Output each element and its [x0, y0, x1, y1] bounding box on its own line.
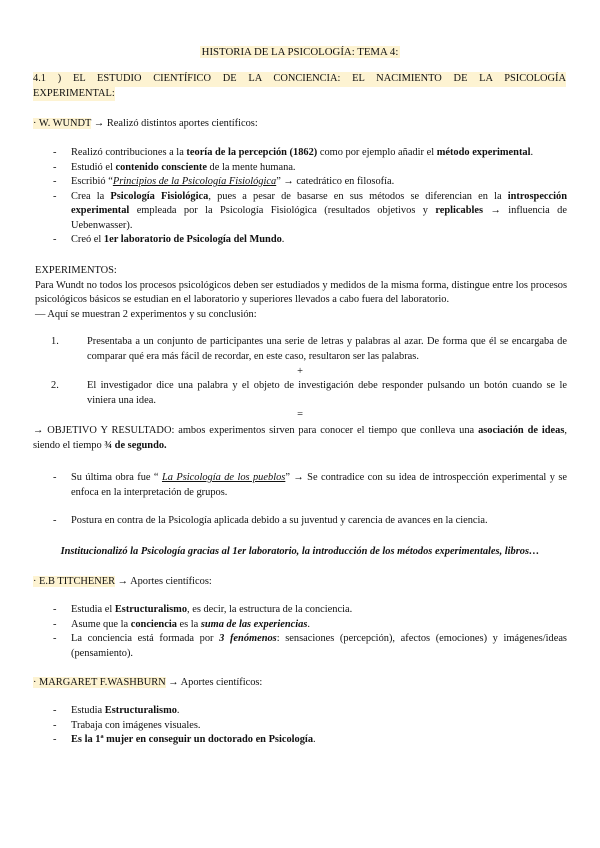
titchener-name: · E.B TITCHENER	[33, 576, 116, 587]
section-heading-line2: EXPERIMENTAL:	[33, 87, 115, 102]
titchener-arrow-text: → Aportes científicos:	[117, 576, 212, 587]
wundt-extra-list	[33, 471, 567, 500]
plus-sign: +	[297, 366, 303, 377]
equals-sign: =	[297, 409, 303, 420]
wundt-heading	[33, 117, 573, 132]
list-item: 1. Presentaba a un conjunto de participantes una serie de letras y palabras al azar. De forma que él se encargaba de comparar qué era más fácil de recordar, en este caso, resultaron ser las palabras.	[51, 336, 567, 362]
list-item: - Creó el 1er laboratorio de Psicología del Mundo.	[53, 233, 567, 248]
page-title	[0, 45, 600, 60]
institucionalizo-statement: Institucionalizó la Psicología gracias al 1er laboratorio, la introducción de los métodos experimentales, libros…	[60, 546, 540, 557]
list-item: - Su última obra fue “ La Psicología de los pueblos” → Se contradice con su idea de introspección experimental y se enfoca en la interpretación de grupos.	[53, 471, 567, 500]
experimentos-heading: EXPERIMENTOS:	[35, 265, 117, 276]
book-title: Principios de la Psicología Fisiológica	[112, 176, 277, 187]
list-item: - Escribió “Principios de la Psicología Fisiológica” → catedrático en filosofía.	[53, 175, 567, 190]
titchener-list	[33, 603, 567, 661]
washburn-arrow-text: → Aportes científicos:	[168, 677, 263, 688]
washburn-name: · MARGARET F.WASHBURN	[33, 677, 166, 688]
experiments-list-2	[33, 379, 567, 408]
wundt-extra-list-2	[33, 514, 567, 529]
experimentos-intro: Para Wundt no todos los procesos psicológicos deben ser estudiados y medidos de la misma forma, distingue entre los procesos psicológicos básicos se estudian en el laboratorio y superiores llevados a cabo fuera del laboratorio.	[35, 279, 567, 305]
wundt-arrow-text: → Realizó distintos aportes científicos:	[93, 118, 258, 129]
list-item: 2. El investigador dice una palabra y el objeto de investigación debe responder pulsando un botón cuando se le viniera una idea.	[51, 380, 567, 406]
page-title-text: HISTORIA DE LA PSICOLOGÍA: TEMA 4:	[201, 46, 399, 58]
experiments-list	[33, 335, 567, 364]
list-item: - Estudia Estructuralismo.	[53, 704, 567, 719]
washburn-list	[33, 704, 567, 748]
wundt-list	[33, 146, 567, 248]
list-item: - Postura en contra de la Psicología aplicada debido a su juventud y carencia de avances en la ciencia.	[53, 514, 567, 529]
experimentos-block	[35, 264, 567, 322]
washburn-heading	[33, 676, 573, 691]
list-item: - Asume que la conciencia es la suma de las experiencias.	[53, 618, 567, 633]
titchener-heading	[33, 575, 573, 590]
section-heading-line1: 4.1 ) EL ESTUDIO CIENTÍFICO DE LA CONCIENCIA: EL NACIMIENTO DE LA PSICOLOGÍA	[33, 72, 566, 87]
list-item: - Crea la Psicología Fisiológica, pues a pesar de basarse en sus métodos se diferencian en la introspección experimental empleada por la Psicología Fisiológica (resultados objetivos y replicables → influencia de Uebenwasser).	[53, 190, 567, 234]
list-item: - Estudia el Estructuralismo, es decir, la estructura de la conciencia.	[53, 603, 567, 618]
book-title: La Psicología de los pueblos	[161, 472, 286, 483]
wundt-name: · W. WUNDT	[33, 118, 92, 129]
experimentos-aqui: — Aquí se muestran 2 experimentos y su conclusión:	[35, 308, 257, 320]
list-item: - Estudió el contenido consciente de la mente humana.	[53, 161, 567, 176]
list-item: - Trabaja con imágenes visuales.	[53, 719, 567, 734]
section-heading	[33, 72, 566, 101]
list-item: - La conciencia está formada por 3 fenómenos: sensaciones (percepción), afectos (emociones) y imágenes/ideas (pensamiento).	[53, 632, 567, 661]
list-item: - Es la 1ª mujer en conseguir un doctorado en Psicología.	[53, 733, 567, 748]
objetivo-paragraph: → OBJETIVO Y RESULTADO: ambos experimentos sirven para conocer el tiempo que conlleva una asociación de ideas, siendo el tiempo ¾ de segundo.	[33, 425, 567, 451]
list-item: - Realizó contribuciones a la teoría de la percepción (1862) como por ejemplo añadir el método experimental.	[53, 146, 567, 161]
